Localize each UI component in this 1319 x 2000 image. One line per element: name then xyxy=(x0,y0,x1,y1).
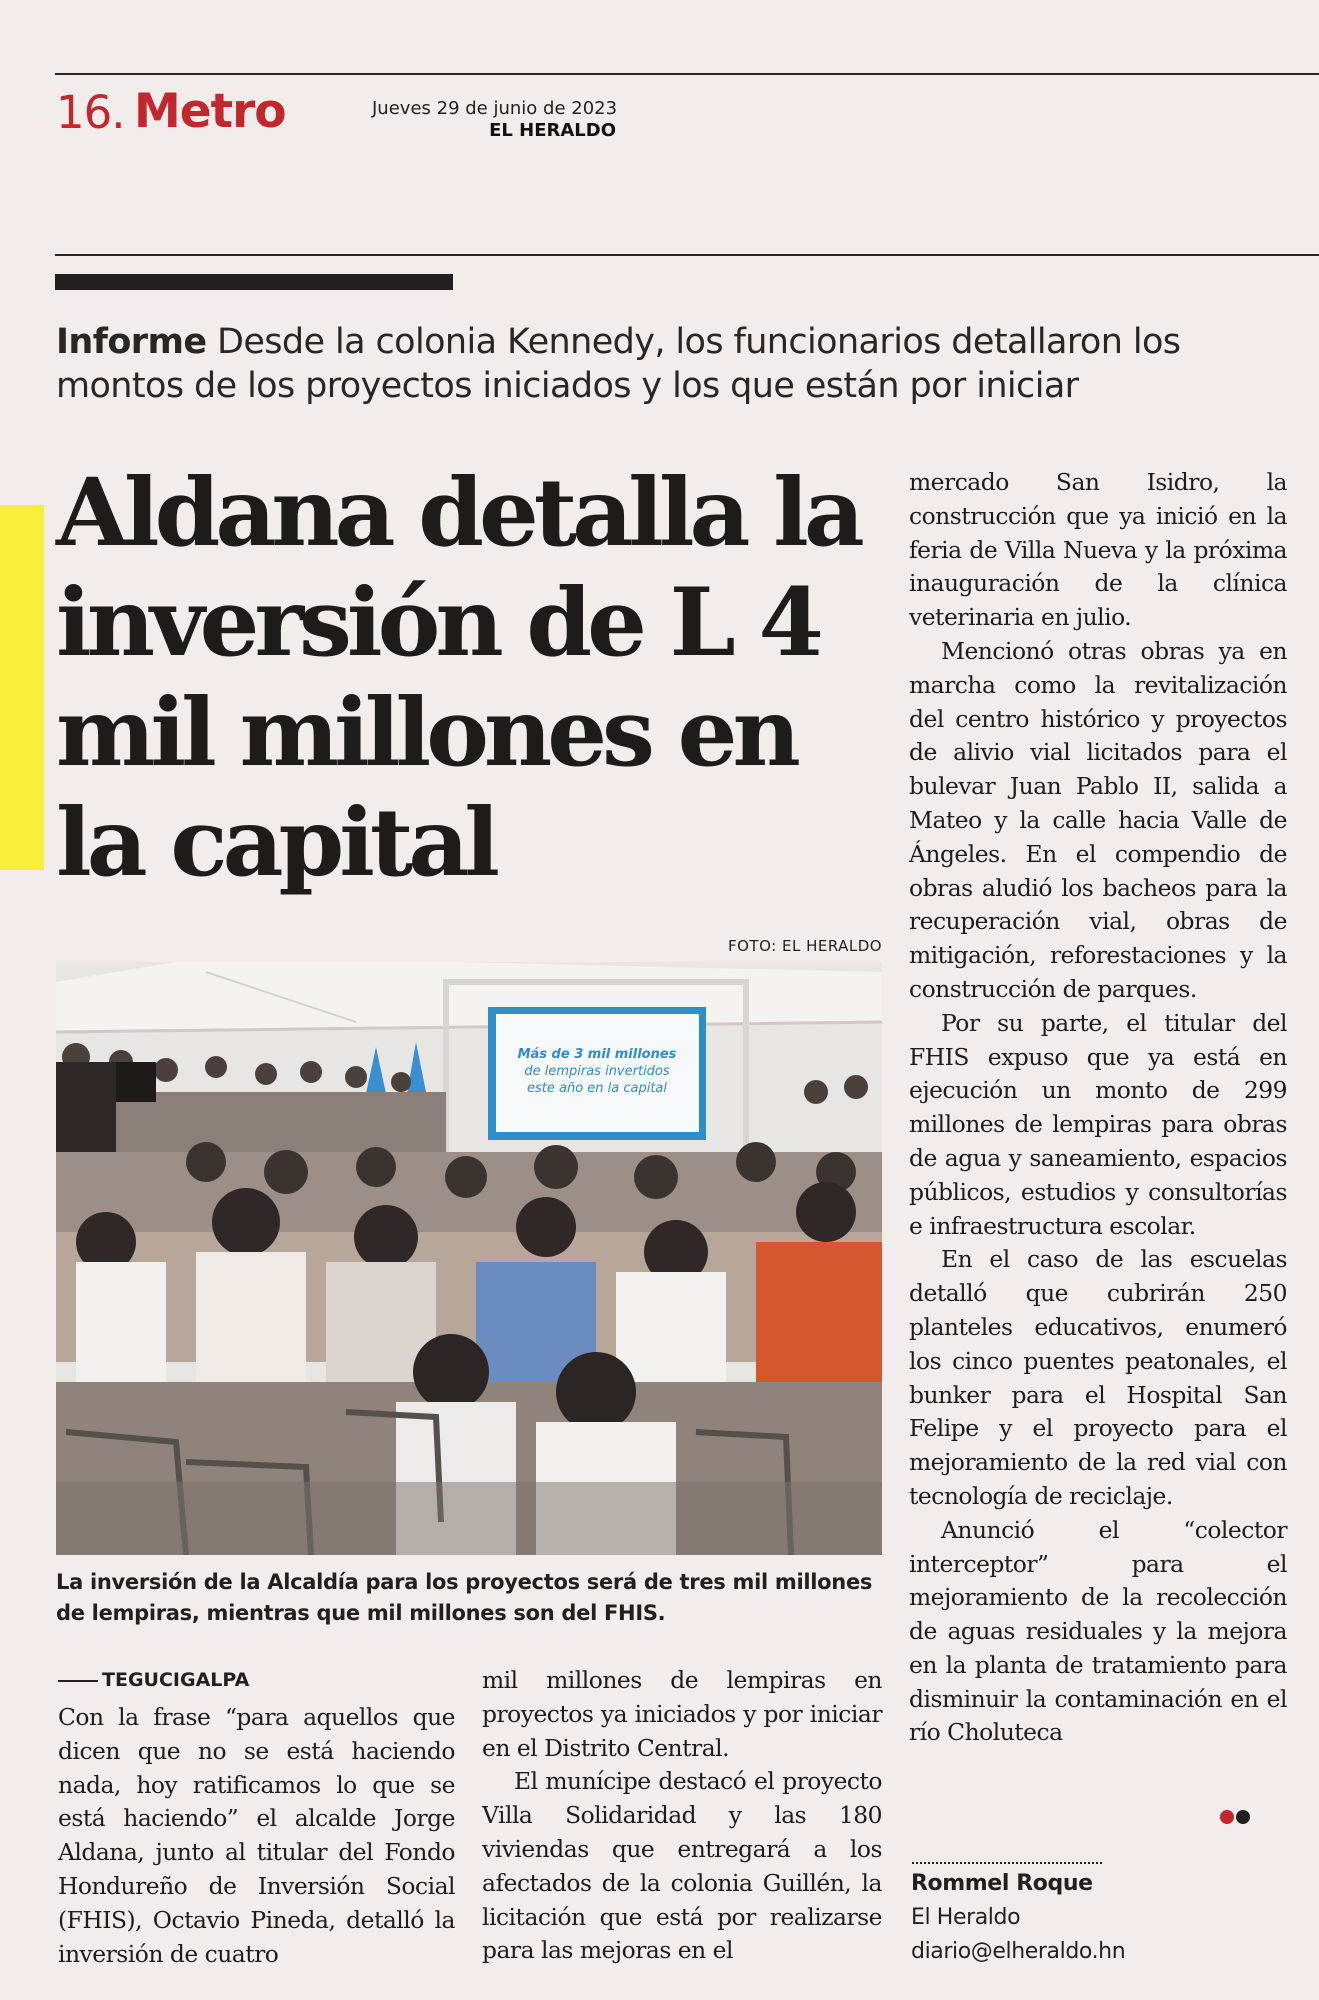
photo-credit: FOTO: EL HERALDO xyxy=(728,937,883,955)
kicker-text: Desde la colonia Kennedy, los funcionarios detallaron los montos de los proyectos iniciados y los que están por iniciar xyxy=(56,322,1181,406)
screen-line-3: este año en la capital xyxy=(526,1081,668,1096)
signature-rule xyxy=(912,1862,1102,1864)
body-column-1 xyxy=(58,1701,455,1971)
body-column-3 xyxy=(909,466,1287,1750)
kicker-label: Informe xyxy=(56,322,207,362)
col3-paragraph-1: mercado San Isidro, la construcción que ya inició en la feria de Villa Nueva y la próxima inauguración de la clínica veterinaria en julio. xyxy=(909,468,1287,632)
issue-date: Jueves 29 de junio de 2023 xyxy=(372,98,618,119)
author-name: Rommel Roque xyxy=(911,1871,1093,1896)
photo-caption: La inversión de la Alcaldía para los proyectos será de tres mil millones de lempiras, mientras que mil millones son del FHIS. xyxy=(56,1570,873,1625)
section-bar xyxy=(55,274,453,290)
col3-paragraph-2: Mencionó otras obras ya en marcha como la revitalización del centro histórico y proyectos de alivio vial licitados para el bulevar Juan Pablo II, salida a Mateo y la calle hacia Valle de Ángeles. En el compendio de obras aludió los bacheos para la recuperación vial, obras de mitigación, reforestaciones y la construcción de parques. xyxy=(909,636,1287,1003)
body-column-2 xyxy=(482,1664,882,1968)
col3-paragraph-4: En el caso de las escuelas detalló que cubrirán 250 planteles educativos, enumeró los cinco puentes peatonales, el bunker para el Hospital San Felipe y el proyecto para el mejoramiento de la red vial con tecnología de reciclaje. xyxy=(909,1245,1287,1510)
page-number: 16. xyxy=(56,86,125,139)
highlighter-mark xyxy=(0,505,44,870)
header-divider xyxy=(55,254,1319,256)
col2-paragraph-1: mil millones de lempiras en proyectos ya iniciados y por iniciar en el Distrito Central. xyxy=(482,1666,882,1762)
screen-line-1: Más de 3 mil millones xyxy=(517,1047,677,1062)
end-dot-black xyxy=(1236,1810,1250,1824)
article-kicker xyxy=(56,320,1316,408)
col2-paragraph-2: El munícipe destacó el proyecto Villa Solidaridad y las 180 viviendas que entregará a los afectados de la colonia Guillén, la licitación que está por realizarse para las mejoras en el xyxy=(482,1767,882,1965)
col3-paragraph-5: Anunció el “colector interceptor” para el mejoramiento de la recolección de aguas residuales y la mejora en la planta de tratamiento para disminuir la contaminación en el río Choluteca xyxy=(909,1515,1287,1747)
headline: Aldana detalla la inversión de L 4 mil millones en la capital xyxy=(56,458,860,898)
newspaper-name: EL HERALDO xyxy=(489,120,616,141)
dateline-rule xyxy=(58,1680,98,1682)
end-dot-red xyxy=(1220,1810,1234,1824)
col1-paragraph-1: Con la frase “para aquellos que dicen que no se está haciendo nada, hoy ratificamos lo que se está haciendo” el alcalde Jorge Aldana, junto al titular del Fondo Hondureño de Inversión Social (FHIS), Octavio Pineda, detalló la inversión de cuatro xyxy=(58,1703,455,1968)
dateline xyxy=(58,1669,258,1691)
dateline-text: TEGUCIGALPA xyxy=(102,1669,250,1691)
author-organization: El Heraldo xyxy=(911,1905,1021,1930)
author-email: diario@elheraldo.hn xyxy=(911,1939,1126,1964)
screen-line-2: de lempiras invertidos xyxy=(524,1064,670,1079)
col3-paragraph-3: Por su parte, el titular del FHIS expuso que ya está en ejecución un monto de 299 millones de lempiras para obras de agua y saneamiento, espacios públicos, estudios y consultorías e infraestructura escolar. xyxy=(909,1008,1287,1240)
section-title: Metro xyxy=(134,84,286,139)
event-photo xyxy=(56,962,882,1555)
top-rule xyxy=(55,73,1319,75)
end-of-article-mark xyxy=(1220,1809,1252,1828)
